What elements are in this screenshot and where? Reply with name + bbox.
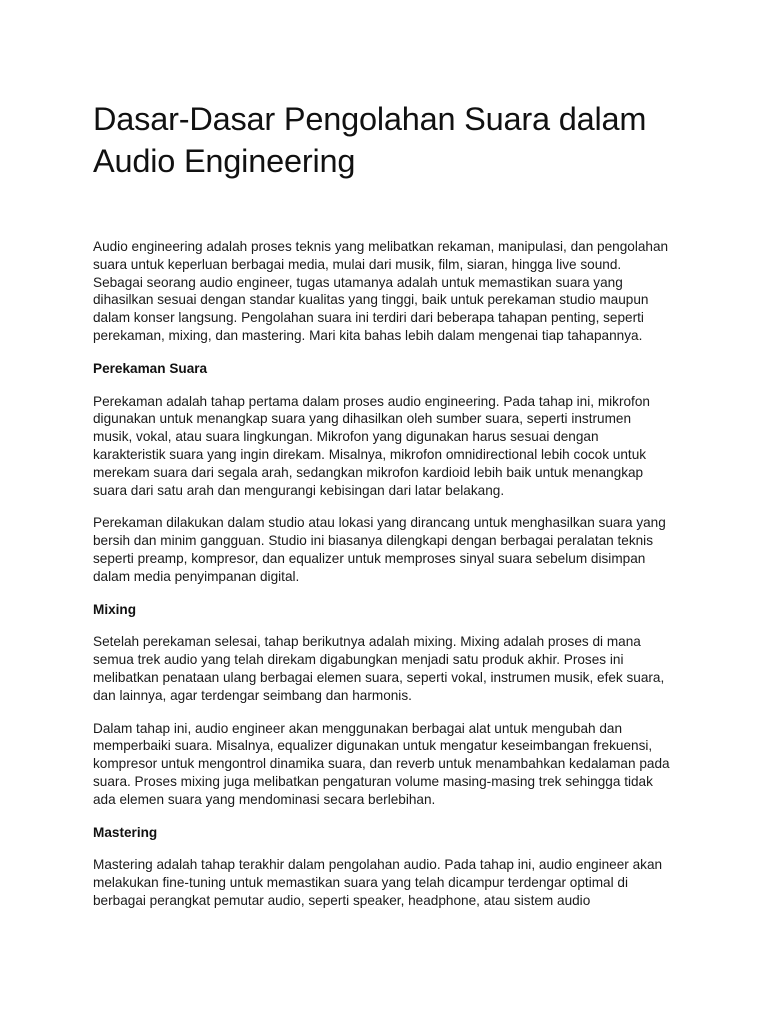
section-mastering: [93, 824, 674, 910]
mixing-paragraph-1: Setelah perekaman selesai, tahap berikutnya adalah mixing. Mixing adalah proses di mana semua trek audio yang telah direkam digabungkan menjadi satu produk akhir. Proses ini melibatkan penataan ulang berbagai elemen suara, seperti vokal, instrumen musik, efek suara, dan lainnya, agar terdengar seimbang dan harmonis.: [93, 634, 665, 703]
recording-paragraph-1: Perekaman adalah tahap pertama dalam proses audio engineering. Pada tahap ini, mikrofon digunakan untuk menangkap suara yang dihasilkan oleh sumber suara, seperti instrumen musik, vokal, atau suara lingkungan. Mikrofon yang digunakan harus sesuai dengan karakteristik suara yang ingin direkam. Misalnya, mikrofon omnidirectional lebih cocok untuk merekam suara dari segala arah, sedangkan mikrofon kardioid lebih baik untuk menangkap suara dari satu arah dan mengurangi kebisingan dari latar belakang.: [93, 393, 650, 498]
mastering-paragraph-1: Mastering adalah tahap terakhir dalam pengolahan audio. Pada tahap ini, audio engineer akan melakukan fine-tuning untuk memastikan suara yang telah dicampur terdengar optimal di berbagai perangkat pemutar audio, seperti speaker, headphone, atau sistem audio: [93, 857, 663, 908]
section-mixing: [93, 601, 674, 809]
intro-paragraph: Audio engineering adalah proses teknis yang melibatkan rekaman, manipulasi, dan pengolahan suara untuk keperluan berbagai media, mulai dari musik, film, siaran, hingga live sound. Sebagai seorang audio engineer, tugas utamanya adalah untuk memastikan suara yang dihasilkan sesuai dengan standar kualitas yang tinggi, baik untuk perekaman studio maupun dalam konser langsung. Pengolahan suara ini terdiri dari beberapa tahapan penting, seperti perekaman, mixing, dan mastering. Mari kita bahas lebih dalam mengenai tiap tahapannya.: [93, 239, 669, 343]
mixing-paragraph-2: Dalam tahap ini, audio engineer akan menggunakan berbagai alat untuk mengubah dan memperbaiki suara. Misalnya, equalizer digunakan untuk mengatur keseimbangan frekuensi, kompresor untuk mengontrol dinamika suara, dan reverb untuk menambahkan kedalaman pada suara. Proses mixing juga melibatkan pengaturan volume masing-masing trek sehingga tidak ada elemen suara yang mendominasi secara berlebihan.: [93, 720, 670, 807]
recording-paragraph-2: Perekaman dilakukan dalam studio atau lokasi yang dirancang untuk menghasilkan suara yang bersih dan minim gangguan. Studio ini biasanya dilengkapi dengan berbagai peralatan teknis seperti preamp, kompresor, dan equalizer untuk memproses sinyal suara sebelum disimpan dalam media penyimpanan digital.: [93, 515, 666, 584]
section-heading-recording: Perekaman Suara: [93, 360, 208, 376]
section-recording: [93, 360, 674, 586]
section-heading-mastering: Mastering: [93, 824, 158, 840]
document-title: Dasar-Dasar Pengolahan Suara dalam Audio Engineering: [93, 101, 647, 179]
section-heading-mixing: Mixing: [93, 601, 137, 617]
